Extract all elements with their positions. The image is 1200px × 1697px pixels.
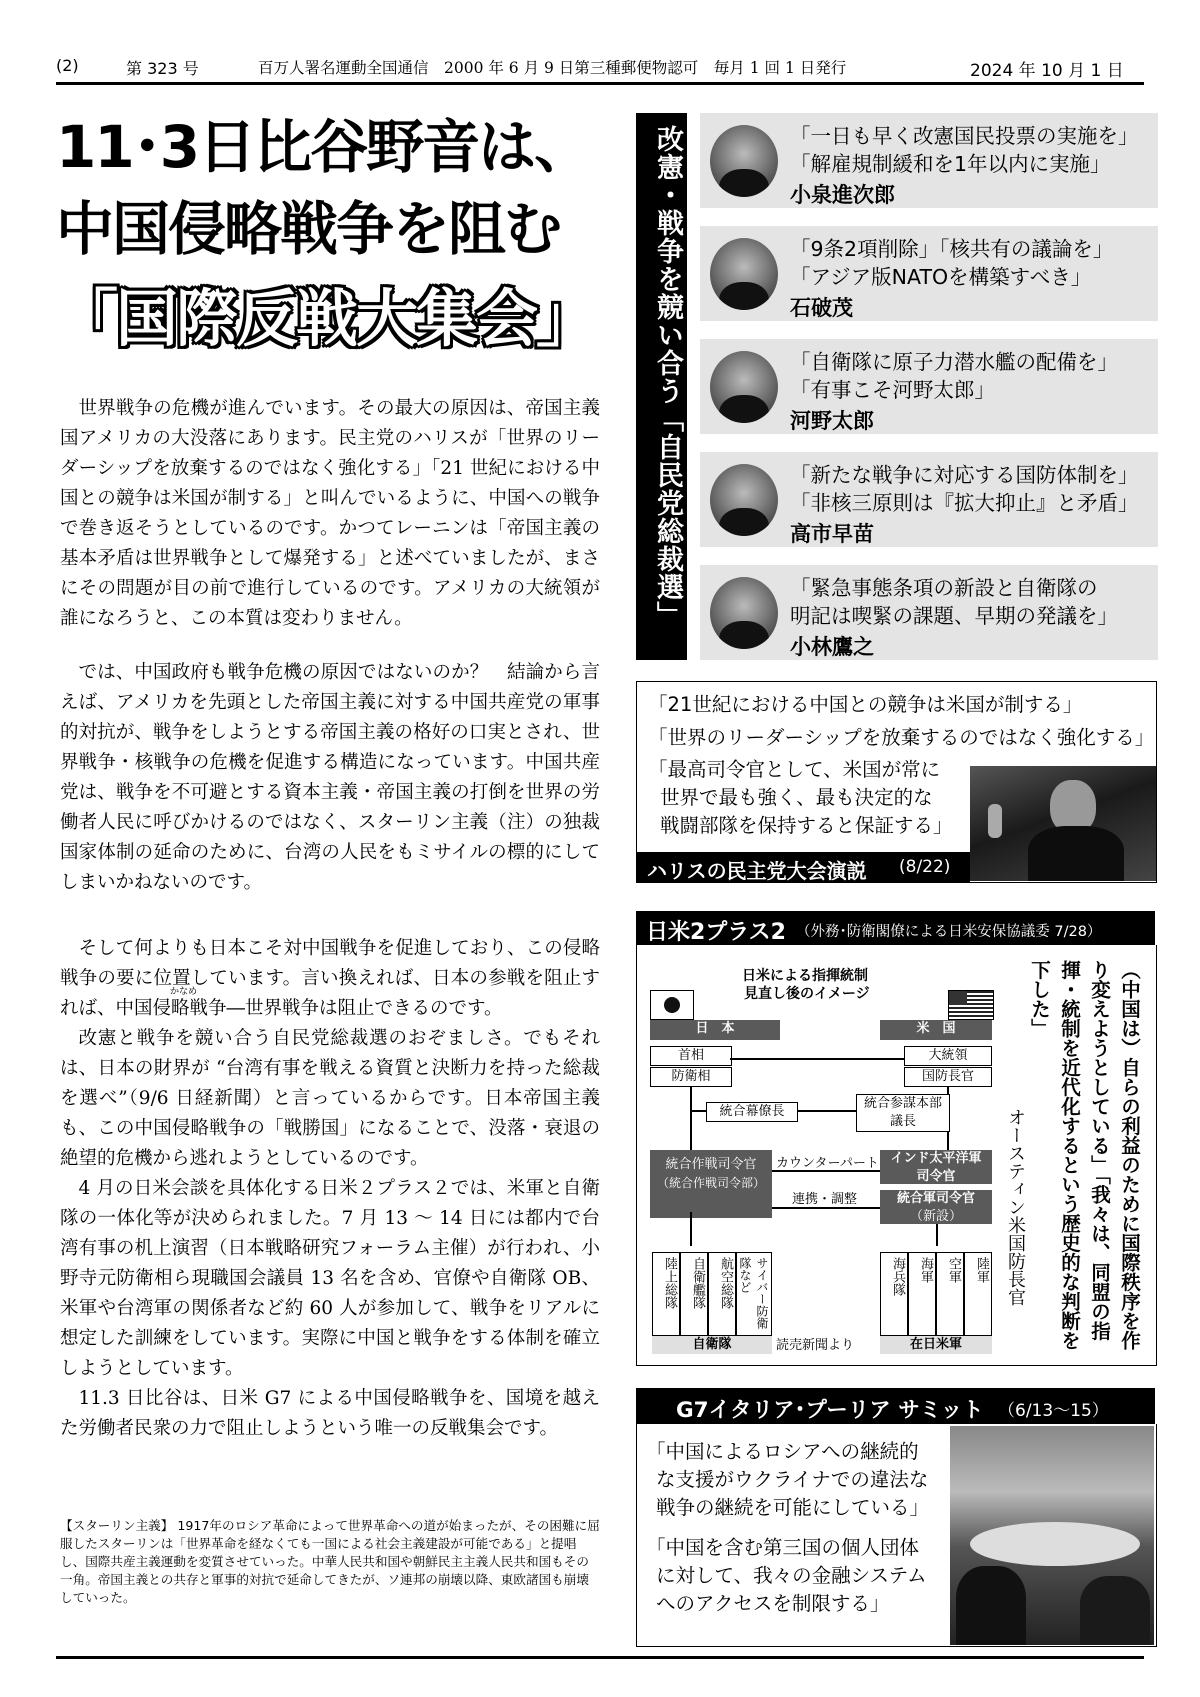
harris-quote: 「最高司令官として、米国が常に bbox=[648, 758, 941, 781]
portrait-photo bbox=[710, 238, 778, 310]
diagram-title: 見直し後のイメージ bbox=[744, 986, 870, 1002]
candidate-name: 小林鷹之 bbox=[790, 635, 874, 659]
joint-ops-label: 統合作戦司令官 bbox=[665, 1157, 757, 1172]
article-paragraph: そして何よりも日本こそ対中国戦争を促進しており、この侵略戦争の要に位置しています。言い換えれば、日本の参戦を阻止すれば、中国侵略戦争―世界戦争は阻止できるのです。 bbox=[60, 938, 600, 1019]
portrait-photo bbox=[710, 125, 778, 197]
g7-quote: 「中国を含む第三国の個人団体 bbox=[646, 1536, 920, 1559]
japan-label: 日 本 bbox=[650, 1020, 780, 1040]
candidate-quote: 「有事こそ河野太郎」 bbox=[790, 378, 995, 402]
article-paragraph: では、中国政府も戦争危機の原因ではないのか？ 結論から言えば、アメリカを先頭とした帝国主義に対する中国共産党の軍事的対抗が、戦争をしようとする帝国主義の格好の口実とされ、世界戦争・核戦争の危機を促進する構造になっています。中国共産党は、戦争を不可避とする資本主義・帝国主義の打倒を世界の労働者人民に呼びかけるのではなく、スターリン主義（注）の独裁国家体制の延命のために、台湾の人民をもミサイルの標的にしてしまいかねないのです。 bbox=[60, 662, 600, 893]
defense-minister-box: 防衛相 bbox=[650, 1067, 732, 1087]
joint-ops-commander-box bbox=[650, 1150, 772, 1218]
ruby-kaname: かなめ bbox=[170, 987, 198, 997]
diagram-line bbox=[690, 1212, 692, 1246]
japan-flag-icon bbox=[650, 990, 694, 1020]
jsdf-unit: 航空総隊 bbox=[708, 1252, 736, 1336]
candidate-quote: 「新たな戦争に対応する国防体制を」 bbox=[790, 463, 1139, 487]
candidate-quote: 「自衛隊に原子力潜水艦の配備を」 bbox=[790, 350, 1118, 374]
austin-name: オースティン米国防長官 bbox=[1005, 1108, 1026, 1306]
chief-of-staff-box: 統合幕僚長 bbox=[706, 1102, 798, 1122]
jsdf-unit: 自衛艦隊 bbox=[680, 1252, 708, 1336]
usfj-unit: 陸軍 bbox=[964, 1252, 992, 1336]
jsdf-unit: 陸上総隊 bbox=[652, 1252, 680, 1336]
us-flag-icon bbox=[948, 990, 994, 1020]
harris-quote: 戦闘部隊を保持すると保証する」 bbox=[660, 814, 953, 837]
two-plus-two-subtitle: （外務･防衛閣僚による日米安保協議委 7/28） bbox=[796, 924, 1102, 940]
headline-line-1: 11･3日比谷野音は、 bbox=[56, 113, 591, 181]
candidate-box bbox=[700, 113, 1158, 208]
diagram-title: 日米による指揮統制 bbox=[742, 968, 868, 984]
portrait-photo bbox=[710, 464, 778, 536]
diagram-source: 読売新聞より bbox=[776, 1338, 855, 1353]
indo-pacific-label: 司令官 bbox=[916, 1169, 956, 1184]
candidate-box bbox=[700, 565, 1158, 660]
g7-summit-photo bbox=[950, 1426, 1154, 1645]
g7-quote: 「中国によるロシアへの継続的 bbox=[646, 1440, 919, 1463]
article-paragraph: 世界戦争の危機が進んでいます。その最大の原因は、帝国主義国アメリカの大没落にあります。民主党のハリスが「世界のリーダーシップを放棄するのではなく強化する」「21 世紀における中国との競争は米国が制する」と叫んでいるように、中国への戦争で巻き返そうとしているのです。かつてレーニンは「帝国主義の基本矛盾は世界戦争として爆発する」と述べていましたが、まさにその問題が目の前で進行しているのです。アメリカの大統領が誰になろうと、この本質は変わりません。 bbox=[60, 398, 600, 629]
article-paragraph: 11.3 日比谷は、日米 G7 による中国侵略戦争を、国境を越えた労働者民衆の力で阻止しようという唯一の反戦集会です。 bbox=[60, 1388, 600, 1439]
indo-pacific-label: インド太平洋軍 bbox=[890, 1151, 982, 1166]
president-box: 大統領 bbox=[904, 1046, 992, 1066]
candidate-box bbox=[700, 339, 1158, 434]
candidate-quote: 「9条2項削除」「核共有の議論を」 bbox=[790, 237, 1114, 261]
usfj-unit: 空軍 bbox=[936, 1252, 964, 1336]
harris-photo bbox=[970, 766, 1156, 881]
g7-title: G7イタリア･プーリア サミット bbox=[676, 1398, 984, 1423]
candidate-quote: 「アジア版NATOを構築すべき」 bbox=[790, 265, 1092, 289]
candidate-name: 河野太郎 bbox=[790, 409, 874, 433]
two-plus-two-title-bar bbox=[636, 911, 1155, 945]
publisher-info: 百万人署名運動全国通信 2000 年 6 月 9 日第三種郵便物認可 毎月 1 回 1 日発行 bbox=[258, 59, 847, 77]
footer-rule bbox=[56, 1656, 1144, 1659]
candidate-box bbox=[700, 226, 1158, 321]
page-number: (2) bbox=[56, 56, 79, 75]
coordination-label: 連携・調整 bbox=[792, 1192, 858, 1207]
candidate-quote: 「非核三原則は『拡大抑止』と矛盾」 bbox=[790, 491, 1139, 515]
g7-quote: に対して、我々の金融システム bbox=[656, 1564, 927, 1587]
usfj-unit: 海軍 bbox=[908, 1252, 936, 1336]
article-paragraph: 改憲と戦争を競い合う自民党総裁選のおぞましさ。でもそれは、日本の財界が “台湾有事を戦える資質と決断力を持った総裁を選べ”（9/6 日経新聞）と言っているからです。日本帝国主義も、この中国侵略戦争の「戦勝国」になることで、没落・衰退の絶望的危機から逃れようとしているのです。 bbox=[60, 1028, 600, 1169]
harris-date: (8/22) bbox=[899, 857, 951, 877]
diagram-line bbox=[936, 1224, 938, 1246]
austin-quote: （中国は）自らの利益のために国際秩序を作り変えようとしている」「我々は、同盟の指揮・統制を近代化するという歴史的な判断を下した」 bbox=[1028, 960, 1141, 1350]
harris-caption-bar bbox=[637, 852, 970, 882]
new-joint-force-label: 統合軍司令官 bbox=[896, 1191, 975, 1206]
headline-line-3: 「国際反戦大集会」 bbox=[56, 282, 597, 355]
portrait-photo bbox=[710, 577, 778, 649]
usfj-label: 在日米軍 bbox=[880, 1336, 992, 1354]
joint-chiefs-label: 統合参謀本部 bbox=[863, 1096, 942, 1111]
issue-number: 第 323 号 bbox=[126, 59, 199, 78]
joint-chiefs-label: 議長 bbox=[889, 1114, 916, 1129]
jsdf-unit: サイバー防衛隊など bbox=[736, 1252, 772, 1336]
two-plus-two-title: 日米2プラス2 bbox=[646, 920, 786, 945]
g7-quote: 戦争の継続を可能にしている」 bbox=[656, 1496, 930, 1519]
harris-quote: 「世界のリーダーシップを放棄するのではなく強化する」 bbox=[648, 726, 1155, 749]
counterpart-label: カウンターパート bbox=[776, 1156, 879, 1171]
candidate-name: 小泉進次郎 bbox=[790, 183, 895, 207]
us-label: 米 国 bbox=[880, 1020, 992, 1040]
g7-quote: な支援がウクライナでの違法な bbox=[656, 1468, 929, 1491]
candidate-name: 石破茂 bbox=[790, 296, 853, 320]
joint-chiefs-box bbox=[856, 1094, 950, 1132]
header-rule bbox=[56, 82, 1144, 85]
candidate-quote: 明記は喫緊の課題、早期の発議を」 bbox=[790, 604, 1118, 628]
joint-ops-label: （統合作戦司令部） bbox=[656, 1176, 765, 1190]
diagram-line bbox=[772, 1207, 880, 1209]
harris-quote: 「21世紀における中国との競争は米国が制する」 bbox=[648, 693, 1083, 716]
election-band-label: 改憲・戦争を競い合う「自民党総裁選」 bbox=[652, 125, 683, 629]
page-header bbox=[56, 52, 1144, 84]
footnote-stalinism: 【スターリン主義】 1917年のロシア革命によって世界革命への道が始まったが、その困難に屈服したスターリンは「世界革命を経なくても一国による社会主義建設が可能である」と提唱し、国際共産主義運動を変質させていった。中華人民共和国や朝鮮民主主義人民共和国もその一角。帝国主義との共存と軍事的対抗で延命してきたが、ソ連邦の崩壊以降、東欧諸国も崩壊していった。 bbox=[60, 1518, 600, 1605]
secdef-box: 国防長官 bbox=[904, 1067, 992, 1087]
diagram-line bbox=[730, 1058, 904, 1060]
article-paragraph: 4 月の日米会談を具体化する日米２プラス２では、米軍と自衛隊の一体化等が決められました。7 月 13 ～ 14 日には都内で台湾有事の机上演習（日本戦略研究フォーラム主催）が行われ、小野寺元防衛相ら現職国会議員 13 名を含め、官僚や自衛隊 OB、米軍や台湾軍の関係者など約 60 人が参加して、戦争をリアルに想定した訓練をしています。実際に中国と戦争をする体制を確立しようとしています。 bbox=[60, 1178, 600, 1379]
candidate-quote: 「緊急事態条項の新設と自衛隊の bbox=[790, 576, 1098, 600]
pm-box: 首相 bbox=[650, 1046, 732, 1066]
new-joint-force-label: （新設） bbox=[909, 1209, 962, 1224]
usfj-unit: 海兵隊 bbox=[880, 1252, 908, 1336]
new-joint-force-box bbox=[880, 1190, 992, 1224]
candidate-quote: 「解雇規制緩和を1年以内に実施」 bbox=[790, 152, 1111, 176]
indo-pacific-box bbox=[880, 1150, 992, 1184]
headline-line-2: 中国侵略戦争を阻む bbox=[56, 195, 561, 263]
candidate-name: 高市早苗 bbox=[790, 522, 874, 546]
candidate-box bbox=[700, 452, 1158, 547]
issue-date: 2024 年 10 月 1 日 bbox=[970, 61, 1124, 81]
article-body bbox=[60, 394, 600, 1444]
harris-quote: 世界で最も強く、最も決定的な bbox=[660, 786, 933, 809]
harris-caption: ハリスの民主党大会演説 bbox=[647, 859, 867, 883]
jsdf-label: 自衛隊 bbox=[652, 1336, 772, 1354]
candidate-quote: 「一日も早く改憲国民投票の実施を」 bbox=[790, 124, 1139, 148]
g7-quote: へのアクセスを制限する」 bbox=[656, 1592, 890, 1615]
portrait-photo bbox=[710, 351, 778, 423]
g7-title-bar bbox=[636, 1388, 1155, 1424]
election-band bbox=[636, 113, 687, 660]
g7-date: （6/13～15） bbox=[998, 1401, 1109, 1421]
